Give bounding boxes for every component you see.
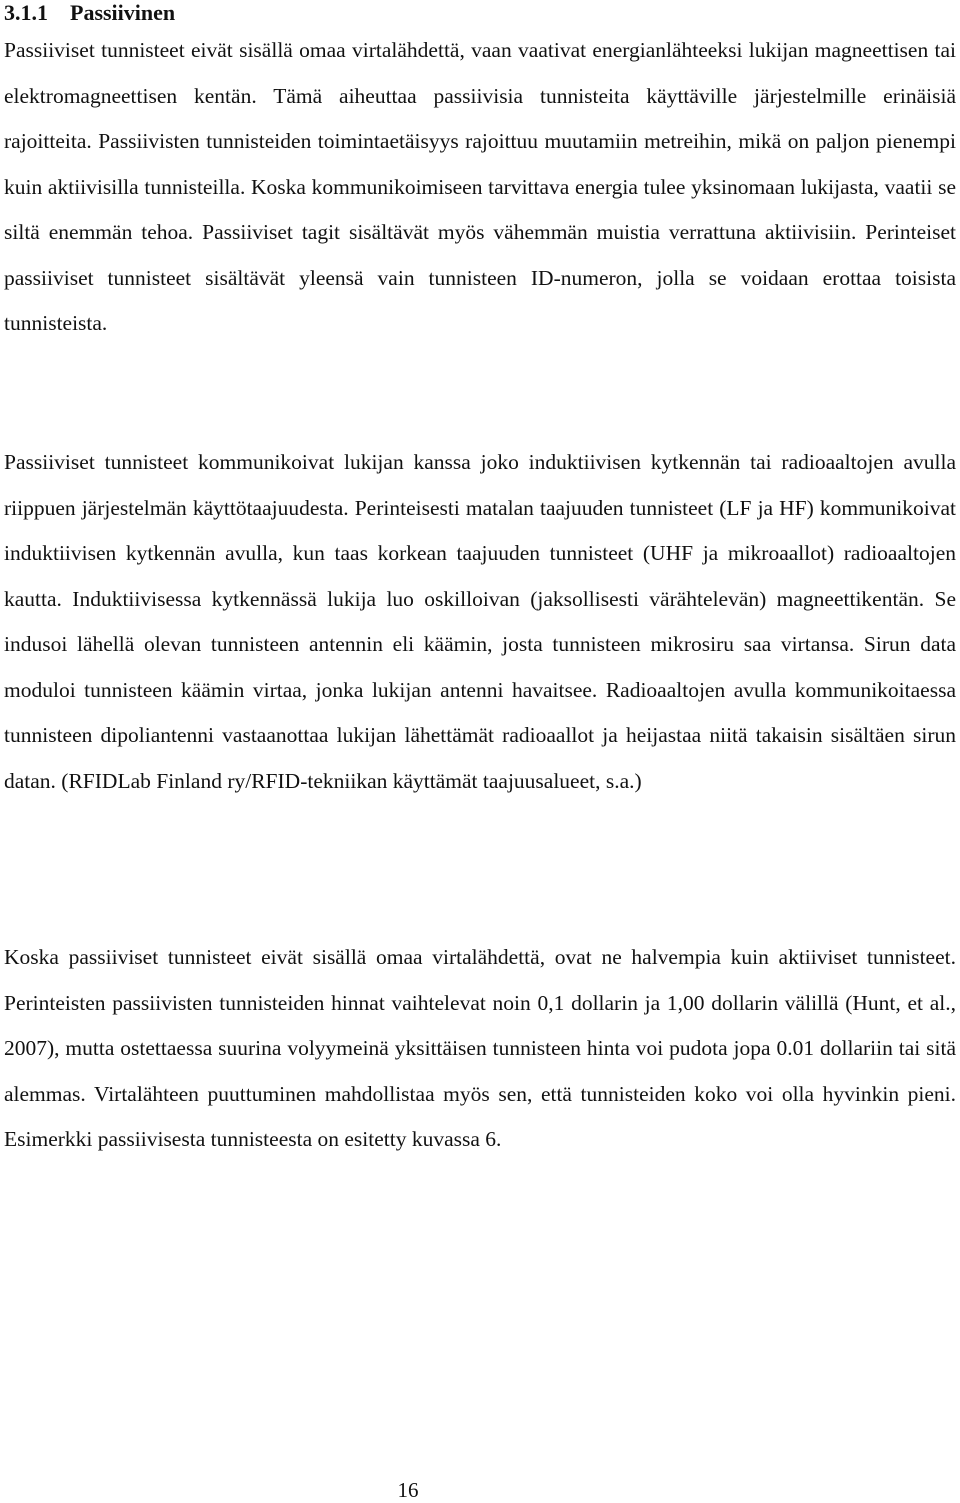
paragraph-3: Koska passiiviset tunnisteet eivät sisällä omaa virtalähdettä, ovat ne halvempia kuin aktiiviset tunnisteet. Perinteisten passiivisten tunnisteiden hinnat vaihtelevat noin 0,1 dollarin ja 1,00 dollarin välillä (Hunt, et al., 2007), mutta ostettaessa suurina volyymeinä yksittäisen tunnisteen hinta voi pudota jopa 0.01 dollariin tai sitä alemmas. Virtalähteen puuttuminen mahdollistaa myös sen, että tunnisteiden koko voi olla hyvinkin pieni. Esimerkki passiivisesta tunnisteesta on esitetty kuvassa 6. xyxy=(4,945,956,1151)
section-title: Passiivinen xyxy=(70,0,176,25)
paragraph-1: Passiiviset tunnisteet eivät sisällä omaa virtalähdettä, vaan vaativat energianlähteeksi lukijan magneettisen tai elektromagneettisen kentän. Tämä aiheuttaa passiivisia tunnisteita käyttäville järjestelmille erinäisiä rajoitteita. Passiivisten tunnisteiden toimintaetäisyys rajoittuu muutamiin metreihin, mikä on paljon pienempi kuin aktiivisilla tunnisteilla. Koska kommunikoimiseen tarvittava energia tulee yksinomaan lukijasta, vaatii se siltä enemmän tehoa. Passiiviset tagit sisältävät myös vähemmän muistia verrattuna aktiivisiin. Perinteiset passiiviset tunnisteet sisältävät yleensä vain tunnisteen ID-numeron, jolla se voidaan erottaa toisista tunnisteista. xyxy=(4,38,956,335)
page-number: 16 xyxy=(397,1478,419,1502)
paragraph-2: Passiiviset tunnisteet kommunikoivat lukijan kanssa joko induktiivisen kytkennän tai radioaaltojen avulla riippuen järjestelmän käyttötaajuudesta. Perinteisesti matalan taajuuden tunnisteet (LF ja HF) kommunikoivat induktiivisen kytkennän avulla, kun taas korkean taajuuden tunnisteet (UHF ja mikroaallot) radioaaltojen kautta. Induktiivisessa kytkennässä lukija luo oskilloivan (jaksollisesti värähtelevän) magneettikentän. Se indusoi lähellä olevan tunnisteen antennin eli käämin, josta tunnisteen mikrosiru saa virtansa. Sirun data moduloi tunnisteen käämin virtaa, jonka lukijan antenni havaitsee. Radioaaltojen avulla kommunikoitaessa tunnisteen dipoliantenni vastaanottaa lukijan lähettämät radioaallot ja heijastaa niitä takaisin sisältäen sirun datan. (RFIDLab Finland ry/RFID-tekniikan käyttämät taajuusalueet, s.a.) xyxy=(4,450,956,793)
section-number: 3.1.1 xyxy=(4,0,48,25)
section-heading xyxy=(4,0,175,26)
